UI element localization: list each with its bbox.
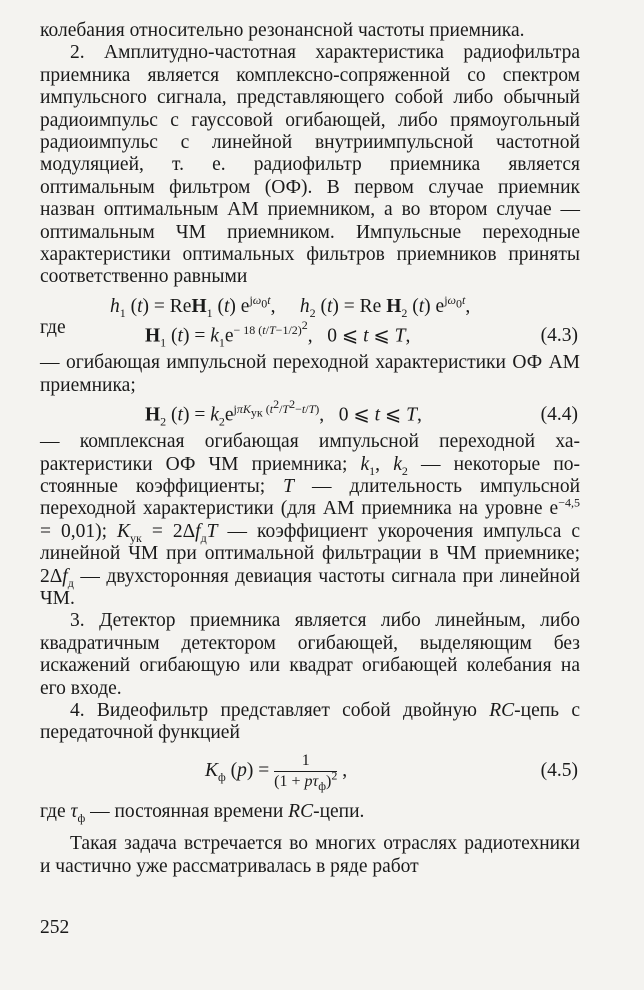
equation-number-4-4: (4.4) bbox=[540, 404, 578, 426]
formula-4-4: $H_2$ $(t) = k_2e^{j\pi K_{ук} (t^2/T^2-t/T)}$, 0 ⩽ t ⩽ T, (4.4) bbox=[145, 397, 578, 429]
paragraph-continuation: колебания относительно резонансной частоты приемника. bbox=[40, 20, 525, 41]
equation-number-4-3: (4.3) bbox=[540, 325, 578, 347]
where-label-1: где bbox=[40, 316, 66, 338]
equation-number-4-5: (4.5) bbox=[540, 759, 578, 781]
paragraph-item-4: 4. Видеофильтр представляет собой двойную RC-цепь с передаточной функцией bbox=[40, 699, 581, 744]
paragraph-item-3: 3. Детектор приемника является либо линейным, либо квадратичным детектором огибающей, выделяющим без искажений огибающую или квадрат огибающей колебания на его входе. bbox=[40, 610, 580, 699]
formula-4-3: $H_1$ $(t) = k_1e^{- 18 (t/T-1/2)^2}$, 0 ⩽ t ⩽ T, (4.3) bbox=[145, 318, 578, 350]
formula-4-5: $K_ф$ (p) = $\frac{1}{(1 + p\tau_ф)^2}$ , (4.5) bbox=[205, 751, 578, 793]
text-column bbox=[40, 20, 580, 878]
paragraph-item-2: 2. Амплитудно-частотная характеристика радиофильтра приемника является комплексно-сопряженной со спектром импульсного сигнала, представляющего собой либо обычный радиоимпульс с гауссовой огибающей, либо прямоугольный радиоимпульс с линейной внутриимпульсной частотной модуляцией, т. е. радиофильтр приемника является оптимальным фильтром (ОФ). В первом случае приемник назван оптимальным АМ приемником, а во втором случае — оптимальным ЧМ приемником. Импульсные переходные характеристики оптимальных фильтров приемников приняты соответственно равными bbox=[40, 42, 580, 288]
paragraph-final: Такая задача встречается во многих отраслях радиотехники и частично уже рассматривалась в ряде работ bbox=[40, 833, 580, 877]
formula-h1-h2: $h_1$ (t) = ReH$_1$ (t) $e^{j\omega_0t}$, $h_2$ (t) = Re $H_2$ (t) $e^{j\omega_0t}$, bbox=[110, 293, 471, 320]
page-number: 252 bbox=[40, 917, 70, 938]
where-label-2: где $\tau_ф$ — постоянная времени RC-цепи. bbox=[40, 800, 365, 825]
paragraph-after-4-4: — комплексная огибающая импульсной переходной характеристики ОФ ЧМ приемника; $k_1$, $k_2$ — некоторые постоянные коэффициенты; T — длительность импульсной переходной характеристики (для АМ приемника на уровне $e^{-4,5} = 0,01$); $K_{ук} = 2\Delta f_дT$ — коэффициент укорочения импульса с линейной ЧМ при оптимальной фильтрации в ЧМ приемнике; $2\Delta f_д$ — двухсторонняя девиация частоты сигнала при линейной ЧМ. bbox=[40, 431, 581, 609]
paragraph-after-4-3: — огибающая импульсной переходной характеристики ОФ АМ приемника; bbox=[40, 352, 580, 396]
